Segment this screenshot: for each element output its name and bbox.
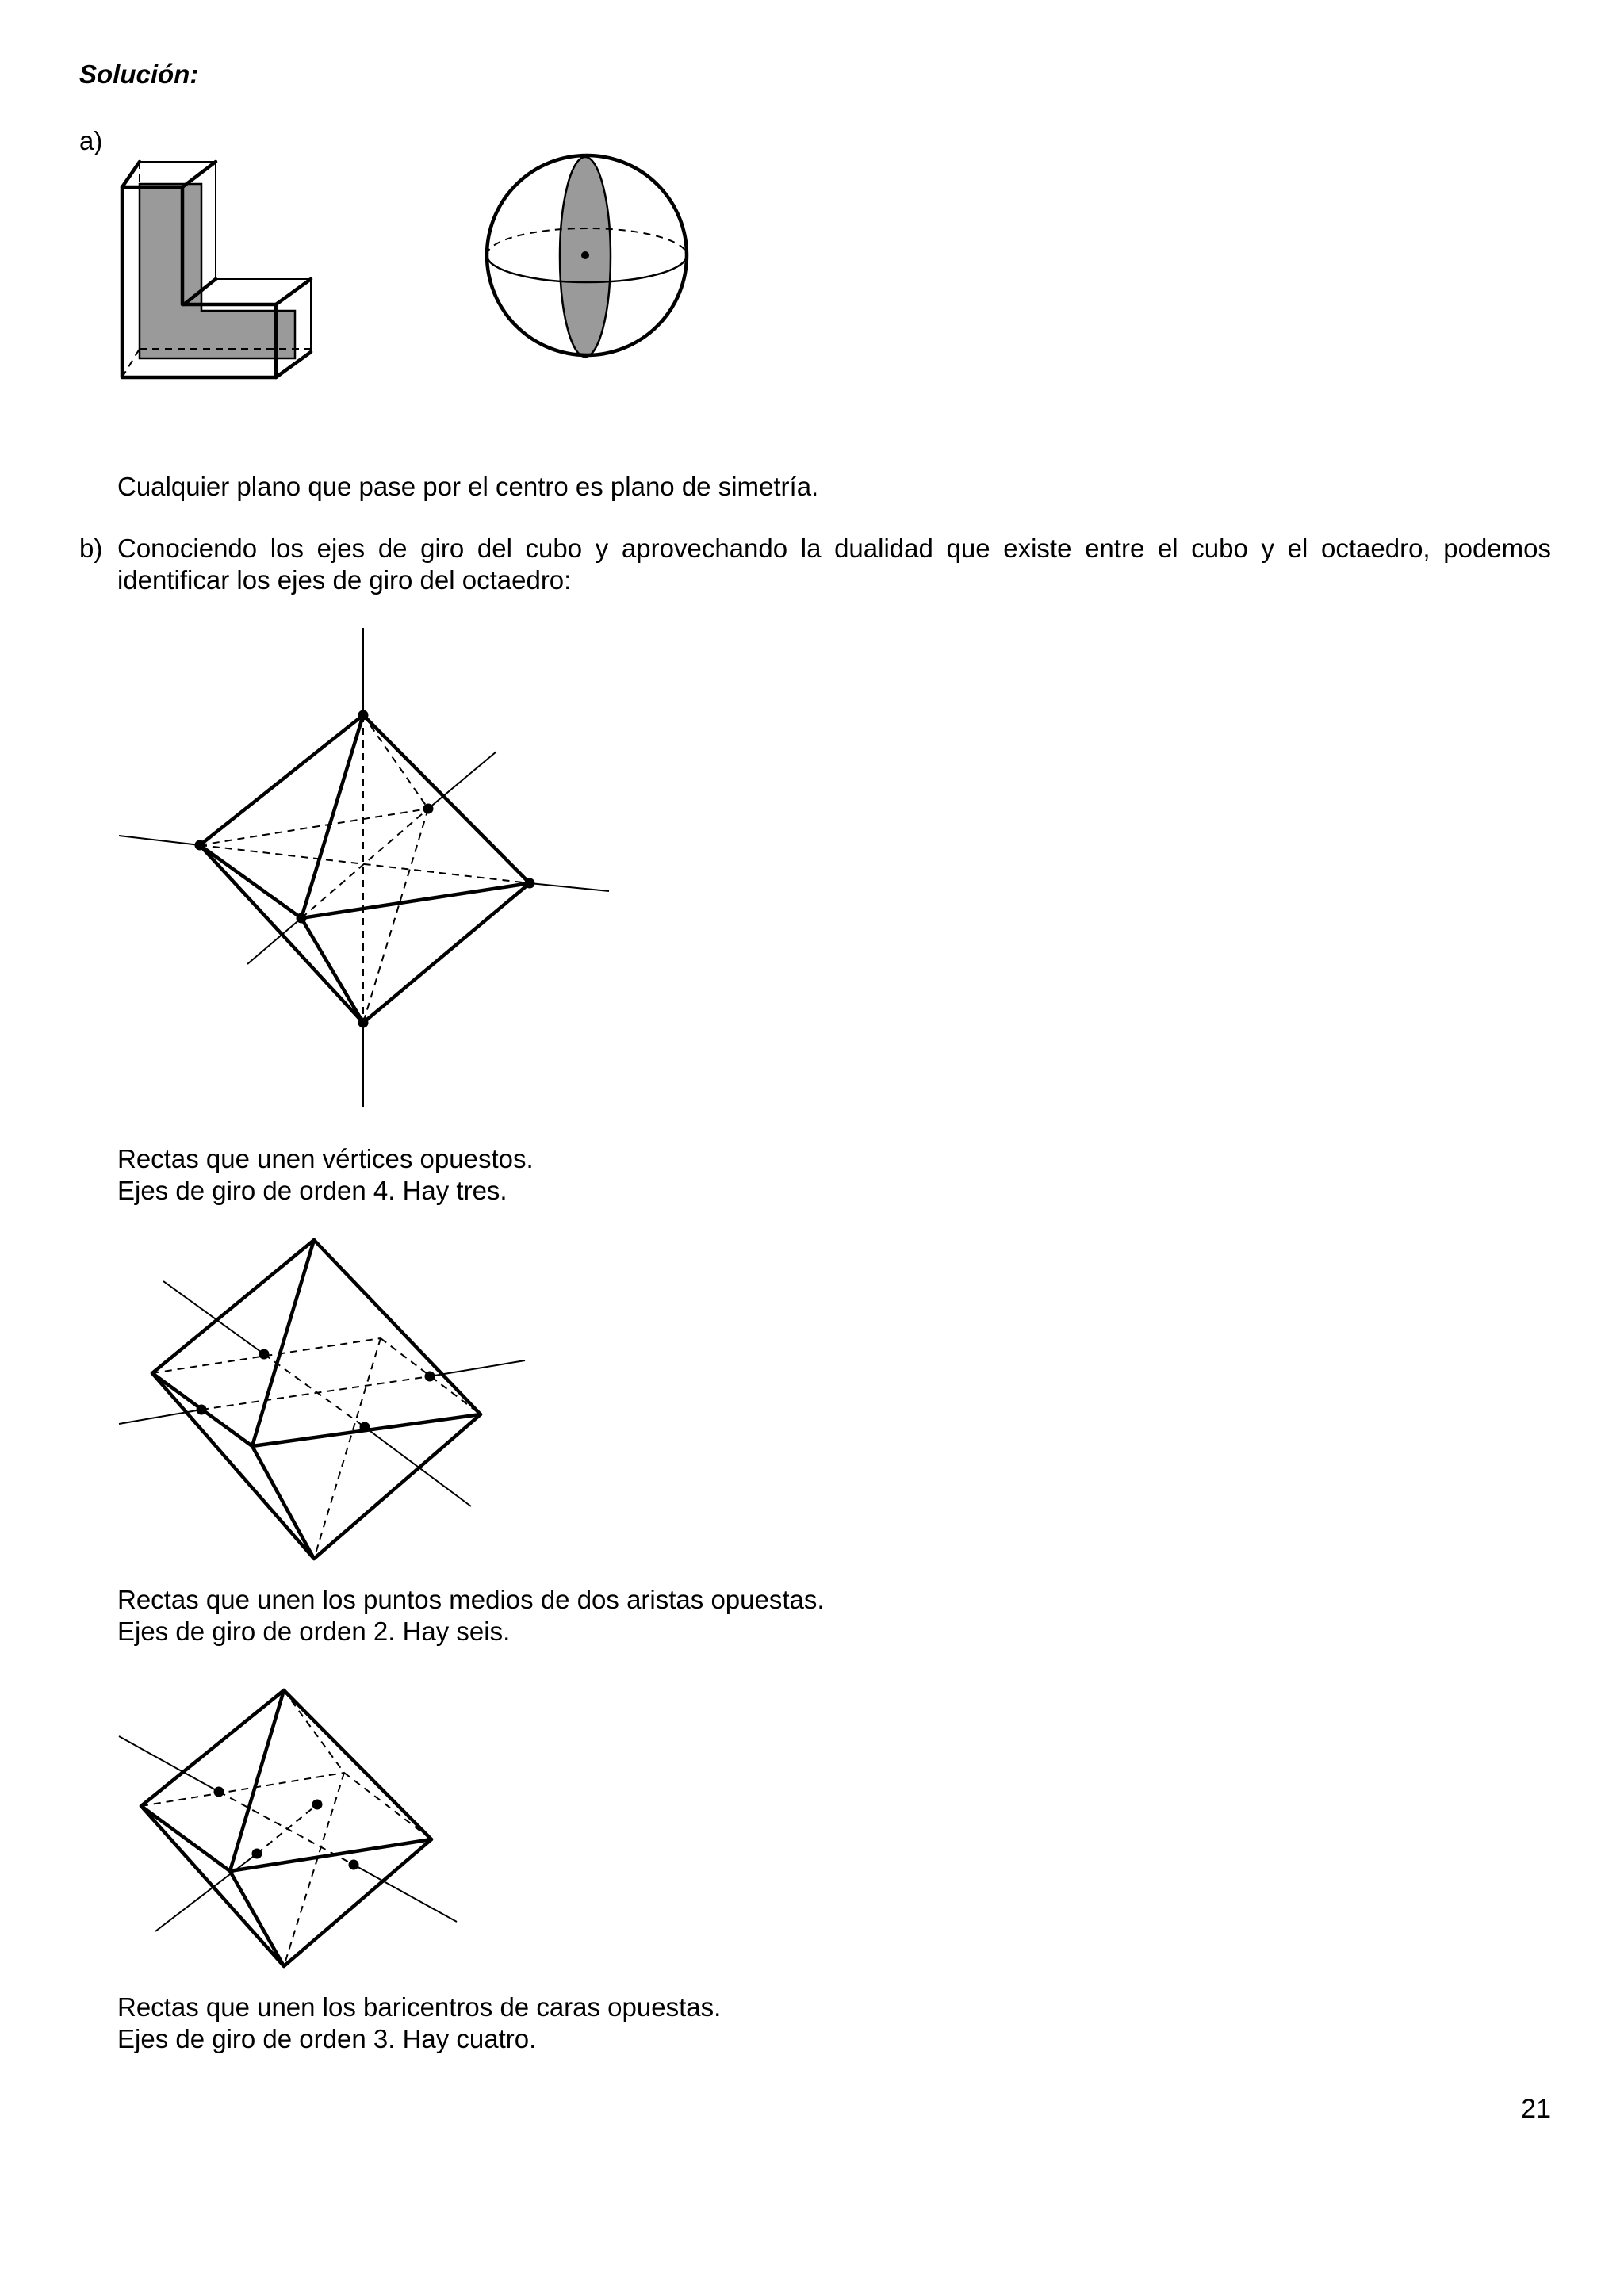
figure-1-caption-2: Ejes de giro de orden 4. Hay tres. xyxy=(117,1176,508,1205)
part-a-marker: a) xyxy=(79,126,103,155)
figure-3-caption-1: Rectas que unen los baricentros de caras opuestas. xyxy=(117,1992,722,2022)
part-b-marker: b) xyxy=(79,534,103,563)
part-a-caption: Cualquier plano que pase por el centro es plano de simetría. xyxy=(117,472,819,501)
figure-1-caption-1: Rectas que unen vértices opuestos. xyxy=(117,1144,534,1173)
part-b-intro: Conociendo los ejes de giro del cubo y aprovechando la dualidad que existe entre el cubo y el octaedro, podemos identificar los ejes de giro del octaedro: xyxy=(117,534,1551,595)
figure-2-caption-2: Ejes de giro de orden 2. Hay seis. xyxy=(117,1617,511,1646)
figure-2-caption-1: Rectas que unen los puntos medios de dos aristas opuestas. xyxy=(117,1585,825,1614)
solution-heading: Solución: xyxy=(79,59,199,89)
page-number: 21 xyxy=(1521,2094,1551,2124)
figure-3-caption-2: Ejes de giro de orden 3. Hay cuatro. xyxy=(117,2024,537,2053)
